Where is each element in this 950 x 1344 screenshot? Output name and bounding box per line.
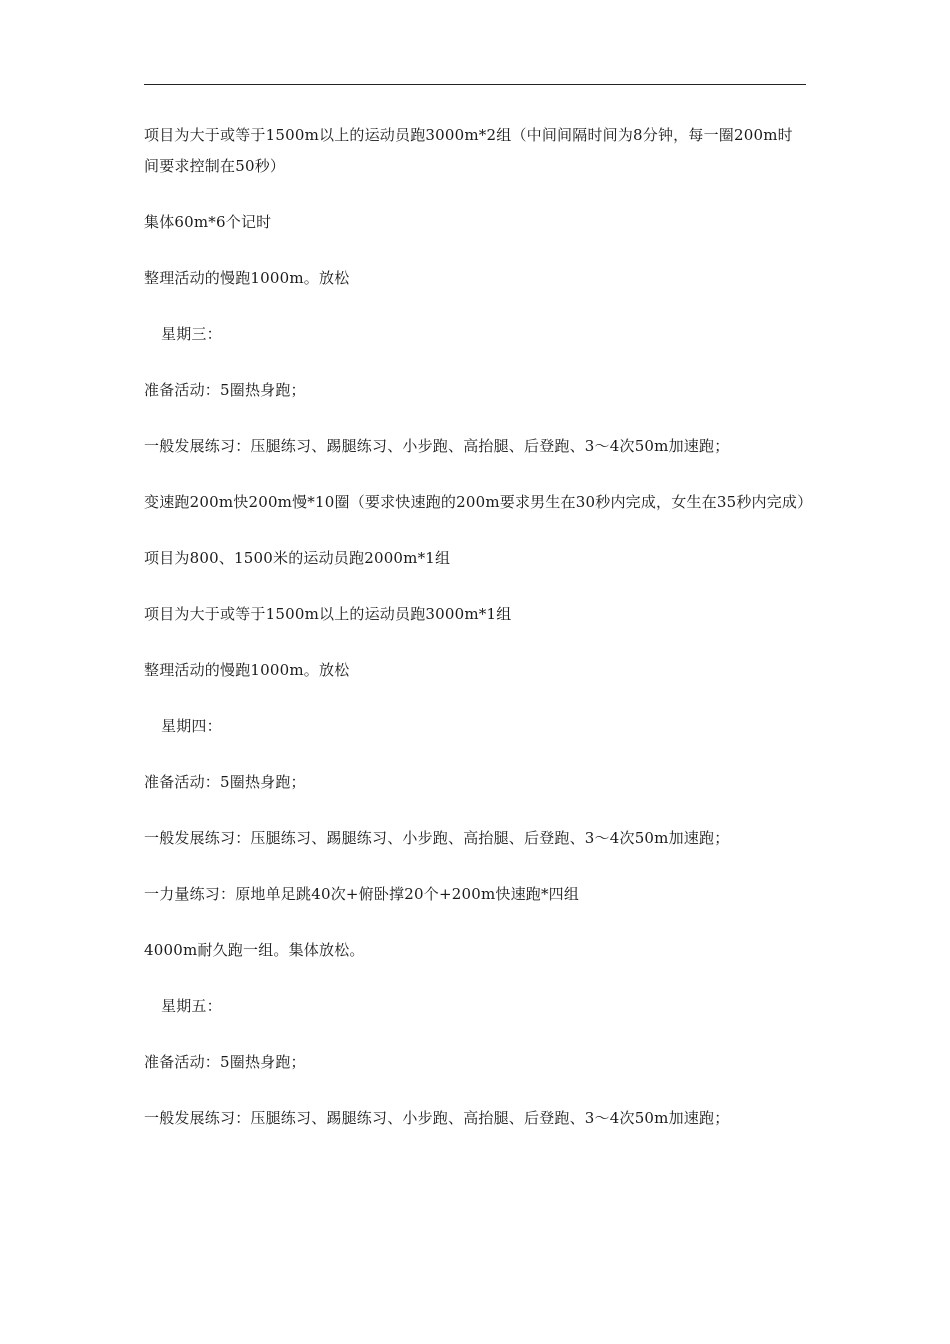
paragraph: 准备活动：5圈热身跑；: [144, 773, 306, 791]
paragraph: 一般发展练习：压腿练习、踢腿练习、小步跑、高抬腿、后登跑、3～4次50m加速跑；: [144, 829, 730, 847]
day-heading: 星期五：: [161, 997, 222, 1015]
paragraph: 整理活动的慢跑1000m。放松: [144, 269, 350, 287]
paragraph: 一般发展练习：压腿练习、踢腿练习、小步跑、高抬腿、后登跑、3～4次50m加速跑；: [144, 1109, 730, 1127]
paragraph: 项目为800、1500米的运动员跑2000m*1组: [144, 549, 451, 567]
paragraph: 项目为大于或等于1500m以上的运动员跑3000m*1组: [144, 605, 512, 623]
header-rule: [144, 84, 806, 85]
paragraph: 项目为大于或等于1500m以上的运动员跑3000m*2组（中间间隔时间为8分钟，每一圈200m时间要求控制在50秒）: [144, 126, 793, 175]
paragraph: 4000m耐久跑一组。集体放松。: [144, 941, 365, 959]
day-heading: 星期三：: [161, 325, 222, 343]
paragraph: 整理活动的慢跑1000m。放松: [144, 661, 350, 679]
paragraph: 集体60m*6个记时: [144, 213, 272, 231]
paragraph: 一力量练习：原地单足跳40次+俯卧撑20个+200m快速跑*四组: [144, 885, 580, 903]
paragraph: 准备活动：5圈热身跑；: [144, 1053, 306, 1071]
paragraph: 准备活动：5圈热身跑；: [144, 381, 306, 399]
paragraph: 变速跑200m快200m慢*10圈（要求快速跑的200m要求男生在30秒内完成，女生在35秒内完成）: [144, 493, 813, 511]
document-body: [144, 120, 813, 1134]
day-heading: 星期四：: [161, 717, 222, 735]
paragraph: 一般发展练习：压腿练习、踢腿练习、小步跑、高抬腿、后登跑、3～4次50m加速跑；: [144, 437, 730, 455]
